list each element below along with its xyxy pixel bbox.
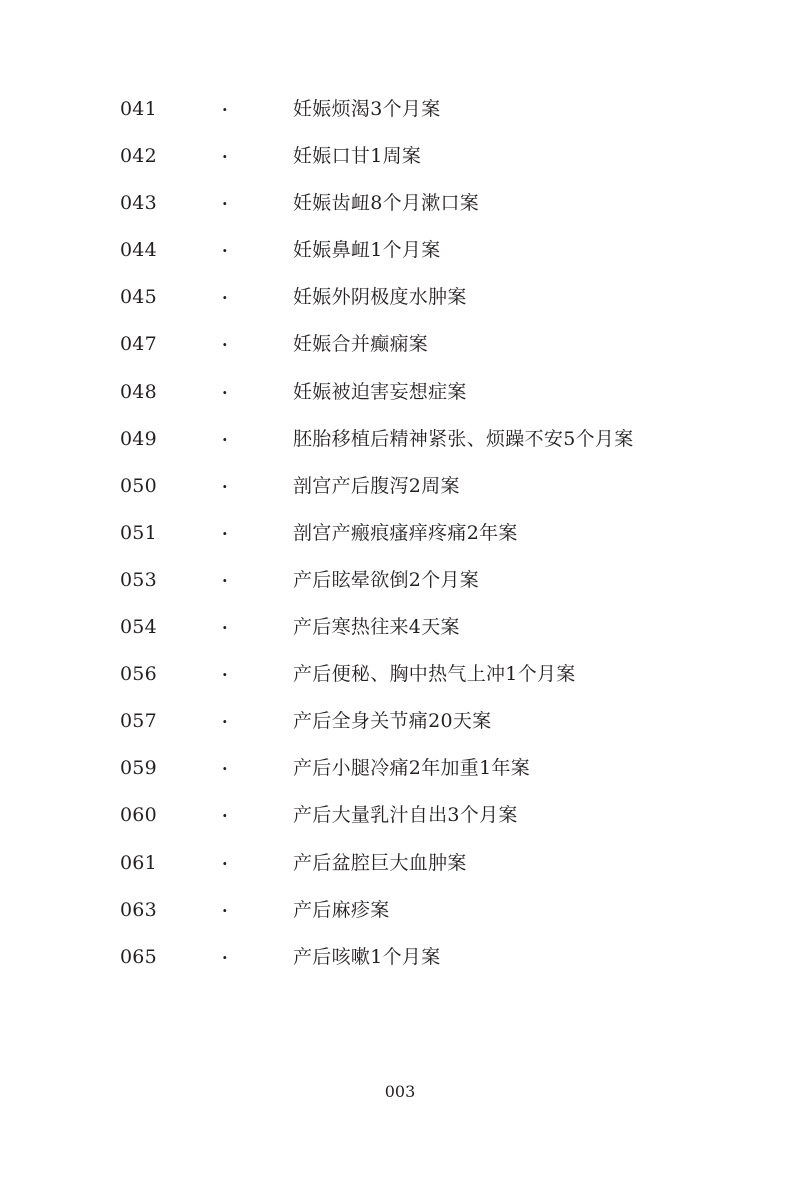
entry-separator: ·: [222, 570, 228, 590]
entry-separator: ·: [222, 335, 228, 355]
entry-title: 妊娠外阴极度水肿案: [293, 286, 467, 309]
entry-number: 065: [120, 945, 157, 968]
entry-number: 044: [120, 239, 157, 262]
entry-separator: ·: [222, 665, 228, 685]
entry-separator: ·: [222, 147, 228, 167]
toc-entry[interactable]: [0, 840, 800, 887]
toc-entry[interactable]: [0, 604, 800, 651]
entry-number: 057: [120, 710, 157, 733]
table-of-contents: [0, 86, 800, 981]
toc-entry[interactable]: [0, 133, 800, 180]
toc-entry[interactable]: [0, 651, 800, 698]
toc-entry[interactable]: [0, 698, 800, 745]
entry-title: 产后便秘、胸中热气上冲1个月案: [293, 663, 576, 686]
entry-title: 剖宫产后腹泻2周案: [293, 474, 460, 497]
toc-entry[interactable]: [0, 274, 800, 321]
toc-entry[interactable]: [0, 321, 800, 368]
entry-number: 045: [120, 286, 157, 309]
entry-separator: ·: [222, 100, 228, 119]
entry-separator: ·: [222, 900, 228, 920]
entry-number: 048: [120, 380, 157, 403]
entry-title: 妊娠被迫害妄想症案: [293, 380, 467, 403]
entry-number: 059: [120, 757, 157, 780]
entry-number: 047: [120, 333, 157, 356]
entry-separator: ·: [222, 476, 228, 496]
entry-title: 产后咳嗽1个月案: [293, 945, 441, 968]
entry-separator: ·: [222, 194, 228, 214]
entry-separator: ·: [222, 853, 228, 873]
entry-title: 胚胎移植后精神紧张、烦躁不安5个月案: [293, 427, 634, 450]
toc-entry[interactable]: [0, 86, 800, 133]
entry-number: 041: [120, 98, 157, 120]
entry-number: 043: [120, 192, 157, 215]
entry-separator: ·: [222, 429, 228, 449]
entry-title: 妊娠烦渴3个月案: [293, 98, 441, 120]
toc-entry[interactable]: [0, 557, 800, 604]
toc-entry[interactable]: [0, 463, 800, 510]
entry-number: 060: [120, 804, 157, 827]
toc-entry[interactable]: [0, 369, 800, 416]
toc-entry[interactable]: [0, 227, 800, 274]
entry-separator: ·: [222, 288, 228, 308]
entry-number: 042: [120, 145, 157, 168]
entry-number: 050: [120, 474, 157, 497]
entry-title: 剖宫产瘢痕瘙痒疼痛2年案: [293, 521, 518, 544]
entry-separator: ·: [222, 523, 228, 543]
page-number: 003: [384, 1082, 416, 1101]
toc-entry[interactable]: [0, 180, 800, 227]
entry-number: 053: [120, 568, 157, 591]
entry-number: 051: [120, 521, 157, 544]
entry-title: 产后麻疹案: [293, 898, 390, 921]
entry-title: 妊娠齿衄8个月漱口案: [293, 192, 480, 215]
entry-title: 产后小腿冷痛2年加重1年案: [293, 757, 531, 780]
entry-title: 妊娠鼻衄1个月案: [293, 239, 441, 262]
entry-separator: ·: [222, 806, 228, 826]
entry-number: 056: [120, 663, 157, 686]
entry-title: 妊娠口甘1周案: [293, 145, 422, 168]
entry-separator: ·: [222, 947, 228, 967]
toc-entry[interactable]: [0, 934, 800, 981]
toc-entry[interactable]: [0, 510, 800, 557]
toc-entry[interactable]: [0, 792, 800, 839]
entry-number: 054: [120, 616, 157, 639]
entry-number: 063: [120, 898, 157, 921]
entry-title: 产后寒热往来4天案: [293, 616, 460, 639]
entry-number: 061: [120, 851, 157, 874]
entry-title: 妊娠合并癫痫案: [293, 333, 429, 356]
entry-title: 产后盆腔巨大血肿案: [293, 851, 467, 874]
entry-separator: ·: [222, 712, 228, 732]
toc-entry[interactable]: [0, 887, 800, 934]
entry-separator: ·: [222, 382, 228, 402]
entry-separator: ·: [222, 759, 228, 779]
toc-entry[interactable]: [0, 416, 800, 463]
entry-title: 产后全身关节痛20天案: [293, 710, 492, 733]
entry-number: 049: [120, 427, 157, 450]
entry-separator: ·: [222, 618, 228, 638]
entry-title: 产后大量乳汁自出3个月案: [293, 804, 518, 827]
entry-title: 产后眩晕欲倒2个月案: [293, 568, 480, 591]
toc-entry[interactable]: [0, 745, 800, 792]
entry-separator: ·: [222, 241, 228, 261]
